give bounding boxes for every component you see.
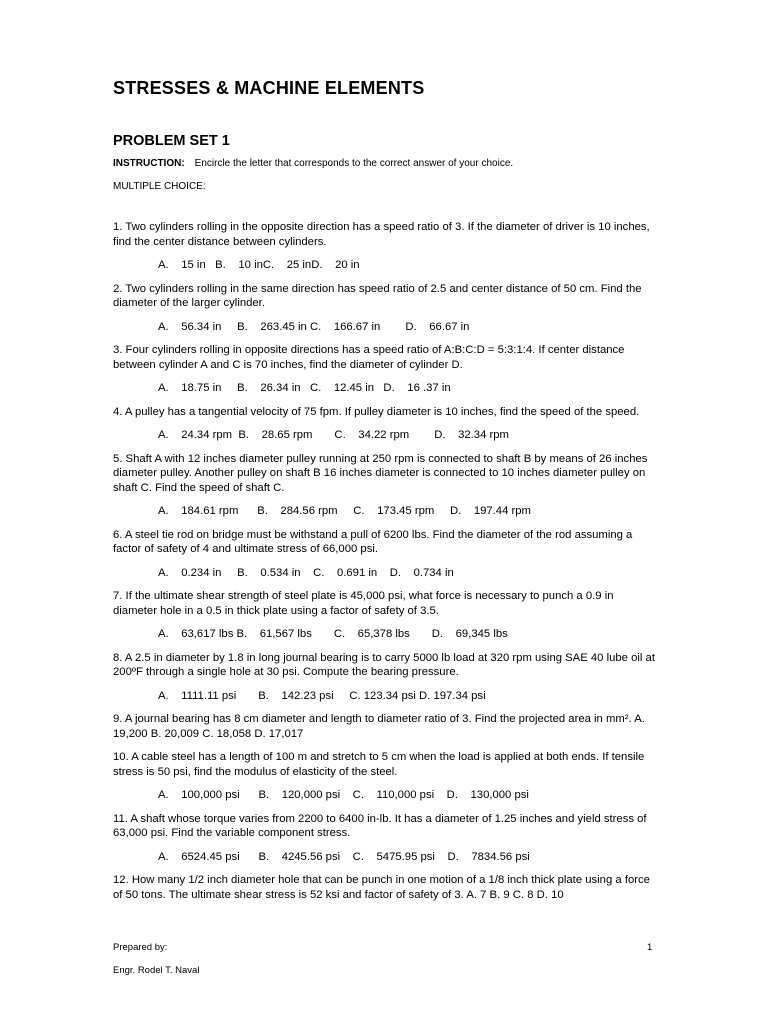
question-stem: 9. A journal bearing has 8 cm diameter and length to diameter ratio of 3. Find the projected area in mm². A. 19,200 B. 20,009 C. 18,058 D. 17,017	[113, 713, 645, 740]
question-item	[113, 452, 658, 519]
question-stem: 8. A 2.5 in diameter by 1.8 in long journal bearing is to carry 5000 lb load at 320 rpm using SAE 40 lube oil at 200ºF through a single hole at 30 psi. Compute the bearing pressure.	[113, 651, 655, 678]
problem-set-title: PROBLEM SET 1	[113, 133, 230, 149]
document-title: STRESSES & MACHINE ELEMENTS	[113, 78, 425, 98]
question-item	[113, 712, 658, 741]
question-item	[113, 651, 658, 704]
question-stem: 10. A cable steel has a length of 100 m and stretch to 5 cm when the load is applied at both ends. If tensile stress is 50 psi, find the modulus of elasticity of the steel.	[113, 751, 645, 778]
author-name: Engr. Rodel T. Naval	[113, 965, 200, 976]
instruction-text: Encircle the letter that corresponds to the correct answer of your choice.	[194, 158, 514, 169]
question-stem: 6. A steel tie rod on bridge must be withstand a pull of 6200 lbs. Find the diameter of the rod assuming a factor of safety of 4 and ultimate stress of 66,000 psi.	[113, 528, 633, 555]
section-label: MULTIPLE CHOICE:	[113, 181, 206, 192]
question-options: A. 15 in B. 10 inC. 25 inD. 20 in	[158, 259, 360, 271]
question-stem: 4. A pulley has a tangential velocity of 75 fpm. If pulley diameter is 10 inches, find the speed of the speed.	[113, 405, 640, 418]
question-item	[113, 528, 658, 581]
question-options: A. 63,617 lbs B. 61,567 lbs C. 65,378 lbs D. 69,345 lbs	[158, 628, 508, 640]
question-item	[113, 282, 658, 335]
question-options: A. 6524.45 psi B. 4245.56 psi C. 5475.95 psi D. 7834.56 psi	[158, 850, 530, 863]
question-options: A. 0.234 in B. 0.534 in C. 0.691 in D. 0.734 in	[158, 566, 454, 579]
question-stem: 1. Two cylinders rolling in the opposite direction has a speed ratio of 3. If the diameter of driver is 10 inches, find the center distance between cylinders.	[113, 221, 650, 248]
question-options: A. 24.34 rpm B. 28.65 rpm C. 34.22 rpm D. 32.34 rpm	[158, 429, 509, 441]
prepared-by-label: Prepared by:	[113, 942, 168, 953]
question-item	[113, 405, 658, 443]
question-stem: 3. Four cylinders rolling in opposite directions has a speed ratio of A:B:C:D = 5:3:1:4. If center distance between cylinder A and C is 70 inches, find the diameter of cylinder D.	[113, 344, 625, 371]
question-stem: 7. If the ultimate shear strength of steel plate is 45,000 psi, what force is necessary to punch a 0.9 in diameter hole in a 0.5 in thick plate using a factor of safety of 3.5.	[113, 590, 614, 617]
page-number: 1	[647, 942, 653, 953]
question-item	[113, 589, 658, 642]
question-list	[113, 220, 658, 911]
question-options: A. 18.75 in B. 26.34 in C. 12.45 in D. 16 .37 in	[158, 382, 451, 394]
question-item	[113, 873, 658, 902]
question-options: A. 184.61 rpm B. 284.56 rpm C. 173.45 rpm D. 197.44 rpm	[158, 505, 531, 517]
question-item	[113, 812, 658, 865]
question-stem: 11. A shaft whose torque varies from 2200 to 6400 in-lb. It has a diameter of 1.25 inches and yield stress of 63,000 psi. Find the variable component stress.	[113, 812, 647, 839]
question-stem: 5. Shaft A with 12 inches diameter pulley running at 250 rpm is connected to shaft B by means of 26 inches diameter pulley. Another pulley on shaft B 16 inches diameter is connected to 10 inches diameter pulley on shaft C. Find the speed of shaft C.	[113, 452, 648, 494]
question-stem: 12. How many 1/2 inch diameter hole that can be punch in one motion of a 1/8 inch thick plate using a force of 50 tons. The ultimate shear stress is 52 ksi and factor of safety of 3. A. 7 B. 9 C. 8 D. 10	[113, 874, 650, 901]
question-item	[113, 220, 658, 273]
question-options: A. 100,000 psi B. 120,000 psi C. 110,000 psi D. 130,000 psi	[158, 789, 529, 801]
question-item	[113, 750, 658, 803]
instruction-line	[113, 158, 513, 169]
question-options: A. 56.34 in B. 263.45 in C. 166.67 in D. 66.67 in	[158, 320, 470, 333]
question-options: A. 1111.11 psi B. 142.23 psi C. 123.34 psi D. 197.34 psi	[158, 689, 486, 702]
instruction-label: INSTRUCTION:	[113, 158, 185, 169]
question-stem: 2. Two cylinders rolling in the same direction has speed ratio of 2.5 and center distance of 50 cm. Find the diameter of the larger cylinder.	[113, 282, 642, 309]
question-item	[113, 343, 658, 396]
